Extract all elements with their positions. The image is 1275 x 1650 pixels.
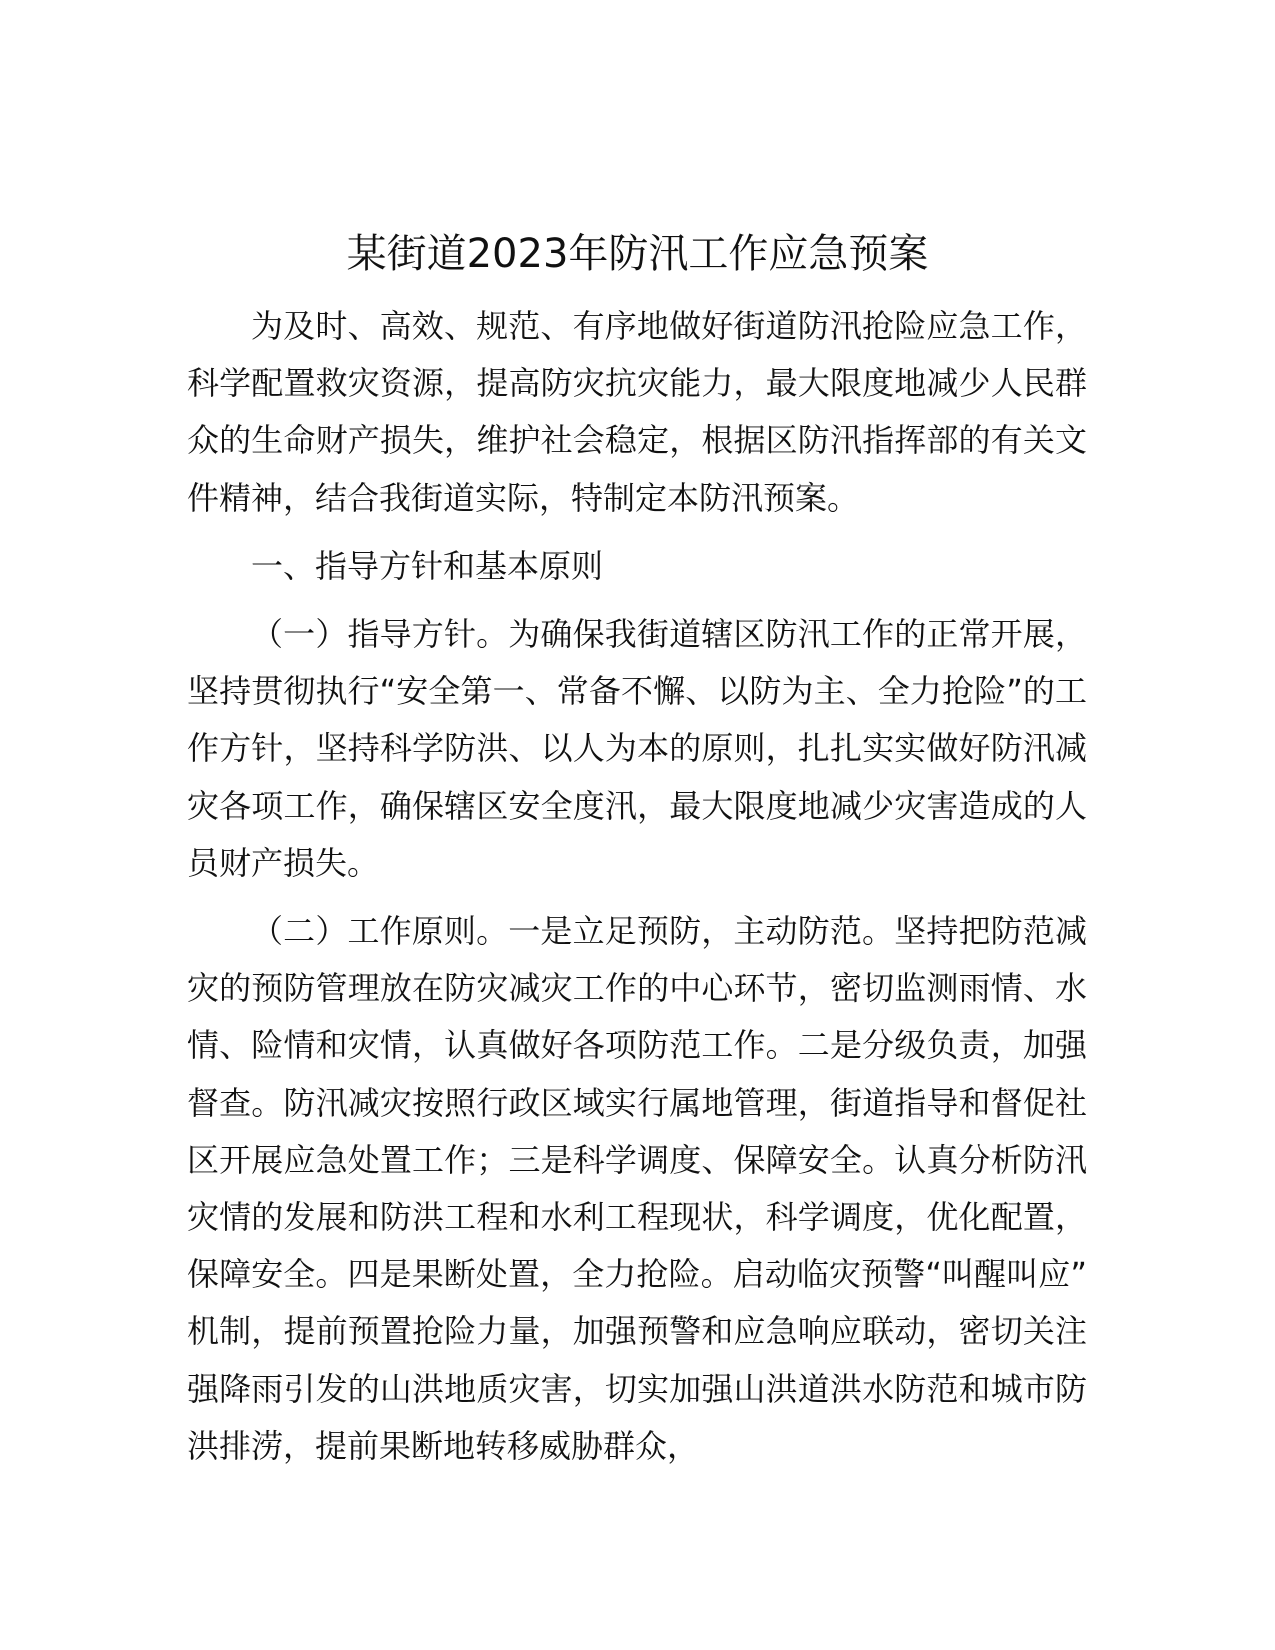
paragraph-guiding-policy: （一）指导方针。为确保我街道辖区防汛工作的正常开展，坚持贯彻执行“安全第一、常备不懈、以防为主、全力抢险”的工作方针，坚持科学防洪、以人为本的原则，扎扎实实做好防汛减灾各项工作，确保辖区安全度汛，最大限度地减少灾害造成的人员财产损失。 <box>187 615 1087 882</box>
paragraph-intro: 为及时、高效、规范、有序地做好街道防汛抢险应急工作，科学配置救灾资源，提高防灾抗灾能力，最大限度地减少人民群众的生命财产损失，维护社会稳定，根据区防汛指挥部的有关文件精神，结合我街道实际，特制定本防汛预案。 <box>187 307 1087 517</box>
section-heading-guiding-principles: 一、指导方针和基本原则 <box>251 546 604 585</box>
document-body <box>187 298 1087 1475</box>
paragraph-work-principles: （二）工作原则。一是立足预防，主动防范。坚持把防范减灾的预防管理放在防灾减灾工作的中心环节，密切监测雨情、水情、险情和灾情，认真做好各项防范工作。二是分级负责，加强督查。防汛减灾按照行政区域实行属地管理，街道指导和督促社区开展应急处置工作；三是科学调度、保障安全。认真分析防汛灾情的发展和防洪工程和水利工程现状，科学调度，优化配置，保障安全。四是果断处置，全力抢险。启动临灾预警“叫醒叫应”机制，提前预置抢险力量，加强预警和应急响应联动，密切关注强降雨引发的山洪地质灾害，切实加强山洪道洪水防范和城市防洪排涝，提前果断地转移威胁群众， <box>187 912 1087 1465</box>
document-title: 某街道2023年防汛工作应急预案 <box>346 231 929 277</box>
